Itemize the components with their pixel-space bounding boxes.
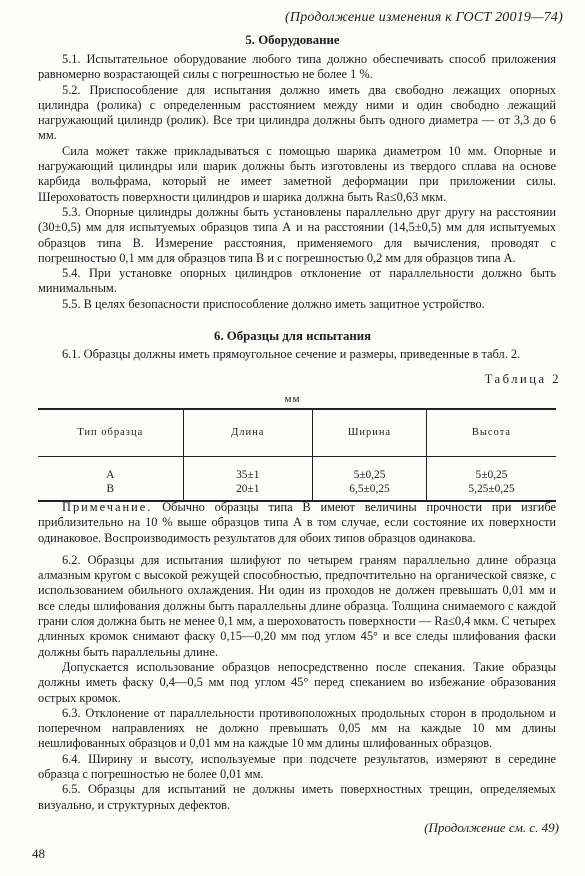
type-cell bbox=[38, 457, 183, 502]
continuation-header: (Продолжение изменения к ГОСТ 20019—74) bbox=[285, 10, 563, 25]
paragraph-6-4: 6.4. Ширину и высоту, используемые при подсчете результатов, измеряют в середине образца с погрешностью не более 0,01 мм. bbox=[38, 751, 556, 782]
length-cell bbox=[183, 457, 313, 502]
table-cell: 35±1 bbox=[236, 469, 260, 481]
paragraph-5-2: 5.2. Приспособление для испытания должно иметь два свободно лежащих опорных цилиндра (ролика) с определенным расстоянием между ними и один свободно лежащий нагружающий цилиндр (ролик). Все три цилиндра должны быть одного диаметра — от 3,3 до 6 мм. bbox=[38, 82, 556, 143]
table-note bbox=[38, 500, 556, 546]
page-number: 48 bbox=[32, 846, 45, 861]
paragraph-6-1: 6.1. Образцы должны иметь прямоугольное сечение и размеры, приведенные в табл. 2. bbox=[62, 347, 521, 361]
column-header: Длина bbox=[183, 409, 313, 457]
width-cell bbox=[313, 457, 427, 502]
continuation-footer: (Продолжение см. с. 49) bbox=[424, 820, 559, 835]
note-label: Примечание. bbox=[62, 500, 153, 514]
paragraph-5-2-cont: Сила может также прикладываться с помощью шарика диаметром 10 мм. Опорные и нагружающий цилиндры или шарик должны быть изготовлены из твердого сплава на основе карбида вольфрама, который не имеет заметной деформации при приложении силы. Шероховатость поверхности цилиндров и шарика должна быть Ra≤0,63 мкм. bbox=[38, 143, 556, 204]
paragraph-6-2-cont: Допускается использование образцов непосредственно после спекания. Такие образцы должны иметь фаску 0,4—0,5 мм под углом 45° перед спеканием во избежание образования острых кромок. bbox=[38, 659, 556, 705]
paragraph-6-3: 6.3. Отклонение от параллельности противоположных продольных сторон в продольном и поперечном направлениях не должно превышать 0,05 мм на каждые 10 мм длины нешлифованных образцов и 0,01 мм на каждые 10 мм длины шлифованных образцов. bbox=[38, 705, 556, 751]
section-6-body bbox=[38, 500, 556, 813]
table-header-row bbox=[38, 409, 556, 457]
table-row bbox=[38, 457, 556, 502]
table-cell: В bbox=[106, 482, 115, 495]
table-unit: мм bbox=[284, 393, 301, 405]
table-caption: Таблица 2 bbox=[484, 372, 561, 386]
paragraph-5-5: 5.5. В целях безопасности приспособление должно иметь защитное устройство. bbox=[62, 296, 485, 311]
table-cell: 5±0,25 bbox=[475, 469, 508, 481]
table-cell: 5±0,25 bbox=[353, 469, 386, 481]
paragraph-6-5: 6.5. Образцы для испытаний не должны иметь поверхностных трещин, определяемых визуально, и структурных дефектов. bbox=[38, 782, 556, 812]
note-text: Обычно образцы типа В имеют величины прочности при изгибе приблизительно на 10 % выше образцов типа А в том случае, если состояние их поверхности одинаковое. Воспроизводимость результатов для обоих типов образцов одинакова. bbox=[38, 500, 556, 545]
section-6-title: 6. Образцы для испытания bbox=[213, 329, 372, 343]
paragraph-6-2: 6.2. Образцы для испытания шлифуют по четырем граням параллельно длине образца алмазным кругом с высокой режущей способностью, предпочтительно на органической связке, с использованием обильного охлаждения. Ни один из проходов не должен превышать 0,01 мм и все следы шлифования должны быть параллельны длине образца. Толщина снимаемого с каждой грани слоя должна быть не менее 0,1 мм, а шероховатость поверхности — Ra≤0,4 мкм. С четырех длинных кромок снимают фаску 0,15—0,20 мм под углом 45° и все следы шлифования фаски должны быть параллельны длине. bbox=[38, 552, 556, 659]
paragraph-5-3: 5.3. Опорные цилиндры должны быть установлены параллельно друг другу на расстоянии (30±0,5) мм для испытуемых образцов типа А и на расстоянии (14,5±0,5) мм для испытуемых образцов типа В. Измерение расстояния, применяемого для вычисления, проводят с погрешностью 0,1 мм для образцов типа В и с погрешностью 0,2 мм для образцов типа А. bbox=[38, 204, 556, 265]
height-cell bbox=[426, 457, 556, 502]
specimen-dimensions-table bbox=[38, 408, 556, 502]
table-cell: А bbox=[106, 469, 115, 481]
table-cell: 20±1 bbox=[236, 482, 260, 495]
table-cell: 5,25±0,25 bbox=[468, 482, 515, 495]
column-header: Тип образца bbox=[38, 409, 183, 457]
paragraph-5-1: 5.1. Испытательное оборудование любого типа должно обеспечивать способ приложения равномерно возрастающей силы с погрешностью не более 1 %. bbox=[38, 52, 556, 82]
column-header: Ширина bbox=[313, 409, 427, 457]
section-5-title: 5. Оборудование bbox=[245, 33, 340, 47]
column-header: Высота bbox=[426, 409, 556, 457]
table-cell: 6,5±0,25 bbox=[349, 482, 390, 495]
section-6-intro bbox=[38, 347, 556, 362]
paragraph-5-4: 5.4. При установке опорных цилиндров отклонение от параллельности должно быть минимальным. bbox=[38, 266, 556, 296]
section-5-body bbox=[38, 52, 556, 312]
